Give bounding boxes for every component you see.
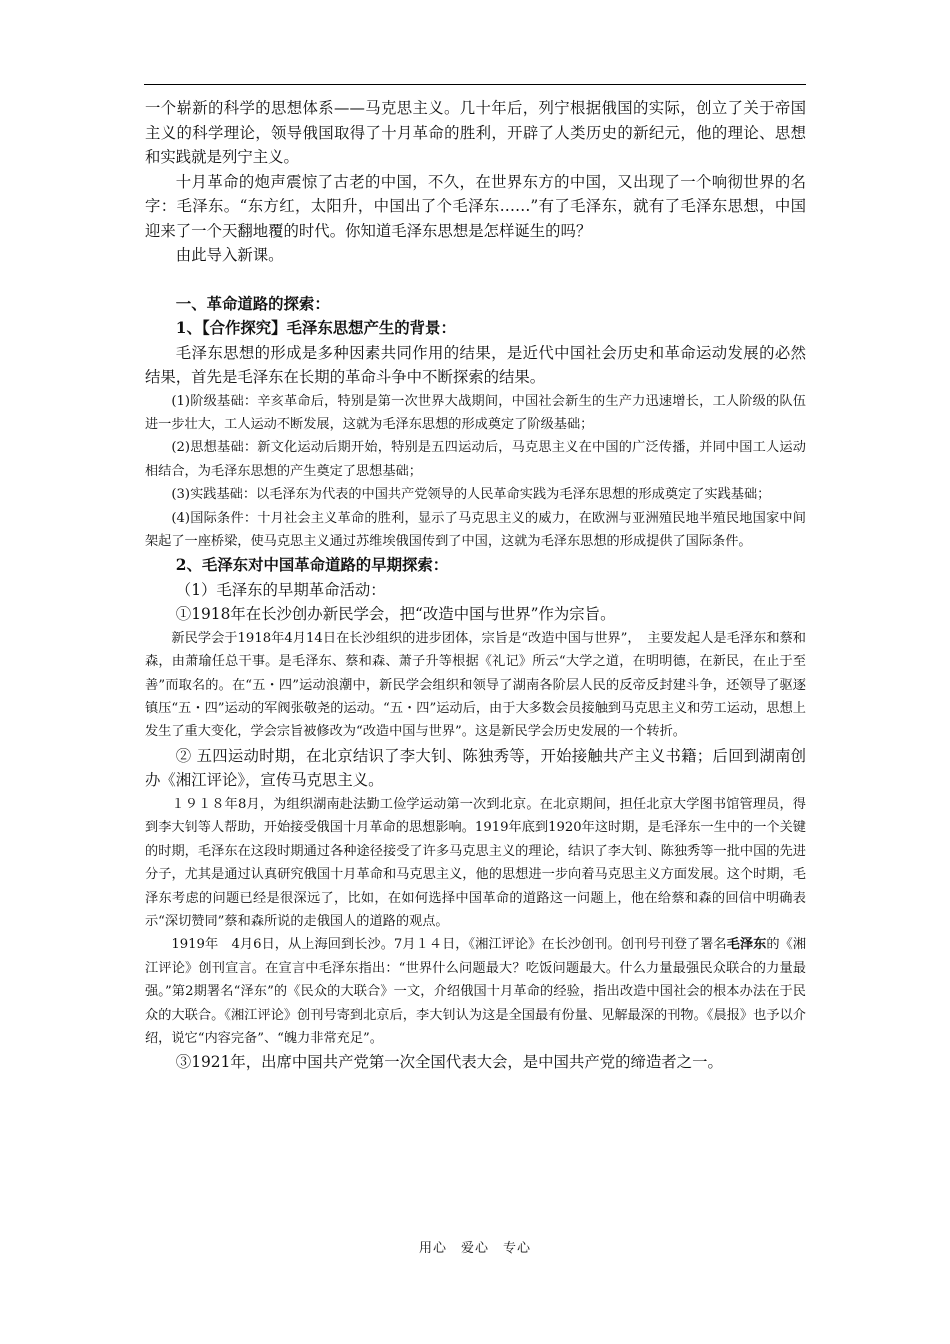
xiangjiang-review-detail [145,933,806,1050]
header-rule [144,84,806,85]
xinmin-society-detail: 新民学会于1918年4月14日在长沙组织的进步团体，宗旨是“改造中国与世界”， 主要发起人是毛泽东和蔡和森，由萧瑜任总干事。是毛泽东、蔡和森、萧子升等根据《礼记》所云“大学之道，在明明德，在新民，在止于至善”而取名的。在“五・四”运动浪潮中，新民学会组织和领导了湖南各阶层人民的反帝反封建斗争，还领导了驱逐镇压“五・四”运动的军阀张敬尧的运动。“五・四”运动后，由于大多数会员接触到马克思主义和劳工运动，思想上发生了重大变化，学会宗旨被修改为“改造中国与世界”。这是新民学会历史发展的一个转折。 [145,630,806,740]
page-footer: 用心 爱心 专心 [418,1241,531,1256]
point-may-fourth: ② 五四运动时期，在北京结识了李大钊、陈独秀等，开始接触共产主义书籍；后回到湖南创办《湘江评论》，宣传马克思主义。 [145,746,806,790]
xiangjiang-text-b: 的《湘江评论》创刊宣言。在宣言中毛泽东指出：“世界什么问题最大？吃饭问题最大。什么力量最强民众联合的力量最强。”第2期署名“泽东”的《民众的大联合》一文，介绍俄国十月革命的经验，指出改造中国社会的根本办法在于民众的大联合。《湘江评论》创刊号寄到北京后，李大钊认为这是全国最有份量、见解最深的刊物。《晨报》也予以介绍，说它“内容完备”、“魄力非常充足”。 [145,937,807,1046]
point-xinmin-society: ①1918年在长沙创办新民学会，把“改造中国与世界”作为宗旨。 [175,605,616,624]
point-first-congress: ③1921年，出席中国共产党第一次全国代表大会，是中国共产党的缔造者之一。 [175,1053,723,1072]
background-paragraph: 毛泽东思想的形成是多种因素共同作用的结果，是近代中国社会历史和革命运动发展的必然结果，首先是毛泽东在长期的革命斗争中不断探索的结果。 [145,343,806,386]
beijing-period-detail: １９１８年8月，为组织湖南赴法勤工俭学运动第一次到北京。在北京期间，担任北京大学图书馆管理员，得到李大钊等人帮助，开始接受俄国十月革命的思想影响。1919年底到1920年这时期，是毛泽东一生中的一个关键的时期，毛泽东在这段时期通过各种途径接受了许多马克思主义的理论，结识了李大钊、陈独秀等一批中国的先进分子，尤其是通过认真研究俄国十月革命和马克思主义，他的思想进一步向着马克思主义方面发展。这个时期，毛泽东考虑的问题已经是很深远了，比如，在如何选择中国革命的道路这一问题上，他在给蔡和森的回信中明确表示“深切赞同”蔡和森所说的走俄国人的道路的观点。 [145,796,806,929]
section-heading: 一、革命道路的探索： [175,294,330,313]
subheading-early-activities: （1）毛泽东的早期革命活动： [175,580,386,599]
subheading-background: 1、【合作探究】毛泽东思想产生的背景： [175,319,456,337]
subheading-early-exploration: 2、毛泽东对中国革命道路的早期探索： [175,556,449,575]
intro-paragraph-3: 由此导入新课。 [175,246,284,264]
xiangjiang-text-a: 1919年 4月6日，从上海回到长沙。7月１４日，《湘江评论》在长沙创刊。创刊号刊登了署名 [171,937,727,953]
basis-item-thought: (2)思想基础：新文化运动后期开始，特别是五四运动后，马克思主义在中国的广泛传播，并同中国工人运动相结合，为毛泽东思想的产生奠定了思想基础； [145,440,806,479]
basis-item-international: (4)国际条件：十月社会主义革命的胜利，显示了马克思主义的威力，在欧洲与亚洲殖民地半殖民地国家中间架起了一座桥梁，使马克思主义通过苏维埃俄国传到了中国，这就为毛泽东思想的形成提供了国际条件。 [145,510,806,549]
intro-paragraph-1: 一个崭新的科学的思想体系——马克思主义。几十年后，列宁根据俄国的实际，创立了关于帝国主义的科学理论，领导俄国取得了十月革命的胜利，开辟了人类历史的新纪元，他的理论、思想和实践就是列宁主义。 [145,99,806,166]
page-content [145,96,806,1075]
intro-paragraph-2: 十月革命的炮声震惊了古老的中国，不久，在世界东方的中国，又出现了一个响彻世界的名字：毛泽东。“东方红，太阳升，中国出了个毛泽东……”有了毛泽东，就有了毛泽东思想，中国迎来了一个天翻地覆的时代。你知道毛泽东思想是怎样诞生的吗？ [145,172,806,240]
xiangjiang-bold-name: 毛泽东 [726,937,767,953]
basis-item-class: (1)阶级基础：辛亥革命后，特别是第一次世界大战期间，中国社会新生的生产力迅速增长，工人阶级的队伍进一步壮大，工人运动不断发展，这就为毛泽东思想的形成奠定了阶级基础； [145,393,806,432]
basis-item-practice: (3)实践基础：以毛泽东为代表的中国共产党领导的人民革命实践为毛泽东思想的形成奠定了实践基础； [171,487,771,503]
